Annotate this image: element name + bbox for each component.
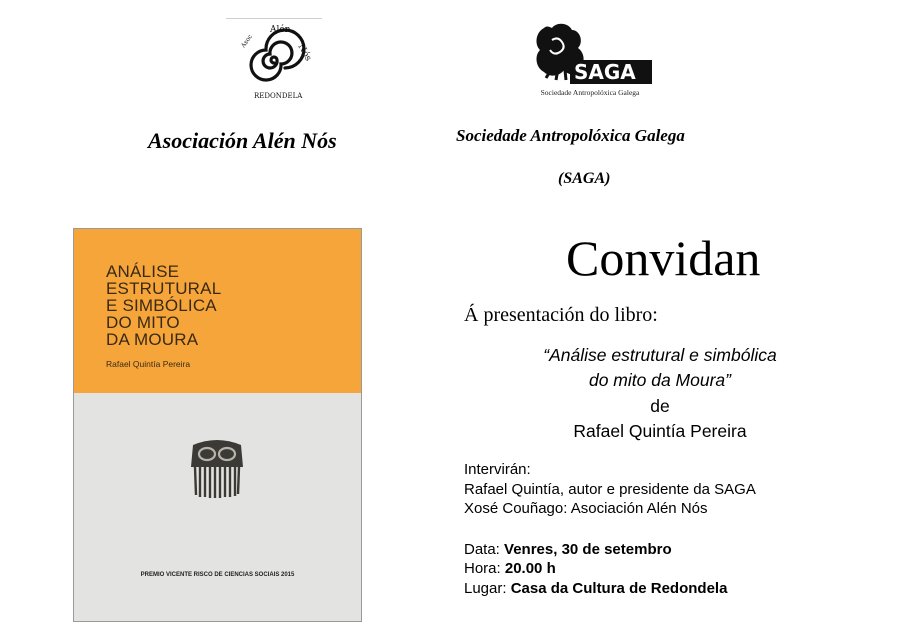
date-line (464, 541, 672, 559)
cover-grey-band (74, 393, 361, 622)
saga-wordmark: SAGA (574, 60, 636, 84)
hour-value: 20.00 h (504, 560, 556, 577)
svg-text:Nós: Nós (295, 42, 314, 64)
comb-icon (187, 437, 247, 501)
hour-line (464, 560, 556, 578)
book-author: Rafael Quintía Pereira (573, 421, 747, 441)
place-line (464, 580, 727, 598)
svg-text:Alén: Alén (270, 25, 291, 35)
svg-text:REDONDELA: REDONDELA (254, 92, 303, 100)
book-connector: de (650, 396, 670, 416)
book-cover (73, 228, 362, 622)
presentation-intro: Á presentación do libro: (464, 304, 658, 326)
saga-subtitle: Sociedade Antropolóxica Galega (540, 88, 640, 97)
alen-nos-logo (226, 18, 322, 104)
date-label: Data: (464, 541, 505, 558)
org-right-title: Sociedade Antropolóxica Galega (456, 126, 685, 145)
book-title-line-1: “Análise estrutural e simbólica (543, 345, 777, 365)
saga-logo (530, 18, 660, 98)
speakers-label: Intervirán: (464, 461, 531, 478)
place-label: Lugar: (464, 580, 511, 597)
svg-text:Asoc: Asoc (239, 33, 254, 50)
cover-author: Rafael Quintía Pereira (106, 359, 191, 369)
org-left-title: Asociación Alén Nós (148, 128, 337, 153)
speaker-item: Xosé Couñago: Asociación Alén Nós (464, 500, 708, 517)
book-title-line-2: do mito da Moura” (588, 370, 731, 390)
cover-prize-text: PREMIO VICENTE RISCO DE CIENCIAS SOCIAIS 2015 (140, 572, 295, 578)
invitation-heading: Convidan (566, 230, 761, 286)
date-value: Venres, 30 de setembro (504, 541, 672, 558)
hour-label: Hora: (464, 560, 505, 577)
cover-title: ANÁLISE ESTRUTURAL E SIMBÓLICA DO MITO DA MOURA (106, 262, 222, 349)
org-right-abbreviation: (SAGA) (558, 170, 611, 187)
place-value: Casa da Cultura de Redondela (510, 580, 728, 597)
speaker-item: Rafael Quintía, autor e presidente da SAGA (464, 481, 756, 498)
